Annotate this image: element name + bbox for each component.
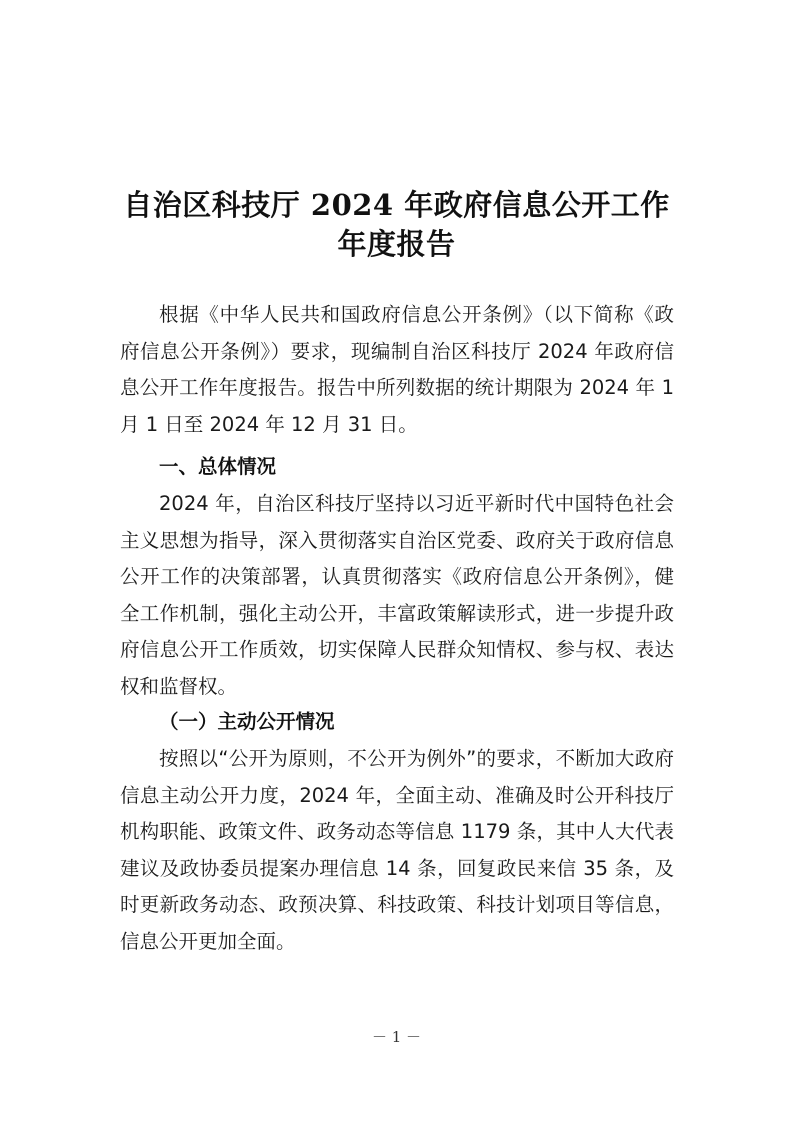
page-number: － 1 － bbox=[371, 1028, 422, 1046]
subsection-heading-active-disclosure: （一）主动公开情况 bbox=[159, 710, 335, 733]
section-heading-overview: 一、总体情况 bbox=[159, 455, 277, 478]
intro-paragraph: 根据《中华人民共和国政府信息公开条例》（以下简称《政府信息公开条例》）要求，现编制自治区科技厅 2024 年政府信息公开工作年度报告。报告中所列数据的统计期限为 2024 年 1 月 1 日至 2024 年 12 月 31 日。 bbox=[120, 303, 674, 436]
document-title-line-1: 自治区科技厅 2024 年政府信息公开工作 bbox=[123, 188, 670, 222]
active-disclosure-paragraph: 按照以“公开为原则，不公开为例外”的要求，不断加大政府信息主动公开力度，2024 年，全面主动、准确及时公开科技厅机构职能、政策文件、政务动态等信息 1179 条，其中人大代表建议及政协委员提案办理信息 14 条，回复政民来信 35 条，及时更新政务动态、政预决算、科技政策、科技计划项目等信息，信息公开更加全面。 bbox=[120, 747, 674, 953]
document-title-line-2: 年度报告 bbox=[337, 227, 456, 261]
overview-paragraph: 2024 年，自治区科技厅坚持以习近平新时代中国特色社会主义思想为指导，深入贯彻落实自治区党委、政府关于政府信息公开工作的决策部署，认真贯彻落实《政府信息公开条例》，健全工作机制，强化主动公开，丰富政策解读形式，进一步提升政府信息公开工作质效，切实保障人民群众知情权、参与权、表达权和监督权。 bbox=[120, 492, 674, 698]
